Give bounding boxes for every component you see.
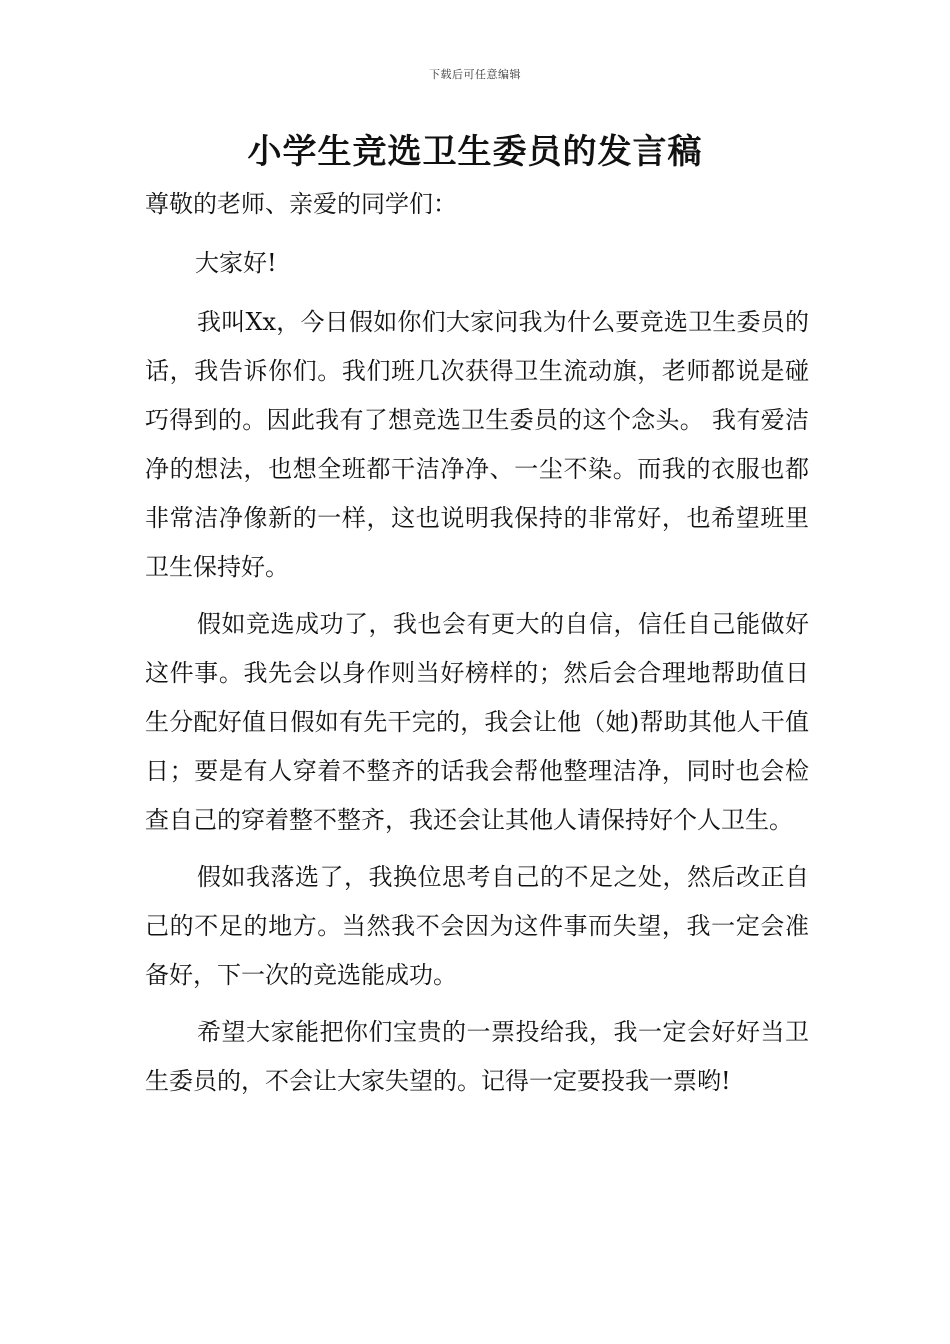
document-title: 小学生竞选卫生委员的发言稿 (247, 132, 703, 172)
greeting: 大家好! (195, 249, 277, 277)
speech-body (145, 180, 809, 1106)
header-note: 下载后可任意编辑 (429, 68, 521, 81)
salutation: 尊敬的老师、亲爱的同学们： (145, 190, 457, 218)
paragraph-introduction: 我叫Xx，今日假如你们大家问我为什么要竞选卫生委员的话，我告诉你们。我们班几次获得卫生流动旗，老师都说是碰巧得到的。因此我有了想竞选卫生委员的这个念头。 我有爱洁净的想法，也想全班都干洁净净、一尘不染。而我的衣服也都非常洁净像新的一样，这也说明我保持的非常好，也希望班里卫生保持好。 (145, 308, 809, 581)
paragraph-if-not-elected: 假如我落选了，我换位思考自己的不足之处，然后改正自己的不足的地方。当然我不会因为这件事而失望，我一定会准备好，下一次的竞选能成功。 (145, 863, 809, 989)
paragraph-closing: 希望大家能把你们宝贵的一票投给我，我一定会好好当卫生委员的，不会让大家失望的。记得一定要投我一票哟! (145, 1018, 809, 1095)
paragraph-if-elected: 假如竞选成功了，我也会有更大的自信，信任自己能做好这件事。我先会以身作则当好榜样的；然后会合理地帮助值日生分配好值日假如有先干完的，我会让他（她)帮助其他人干值日；要是有人穿着不整齐的话我会帮他整理洁净，同时也会检查自己的穿着整不整齐，我还会让其他人请保持好个人卫生。 (145, 610, 809, 834)
